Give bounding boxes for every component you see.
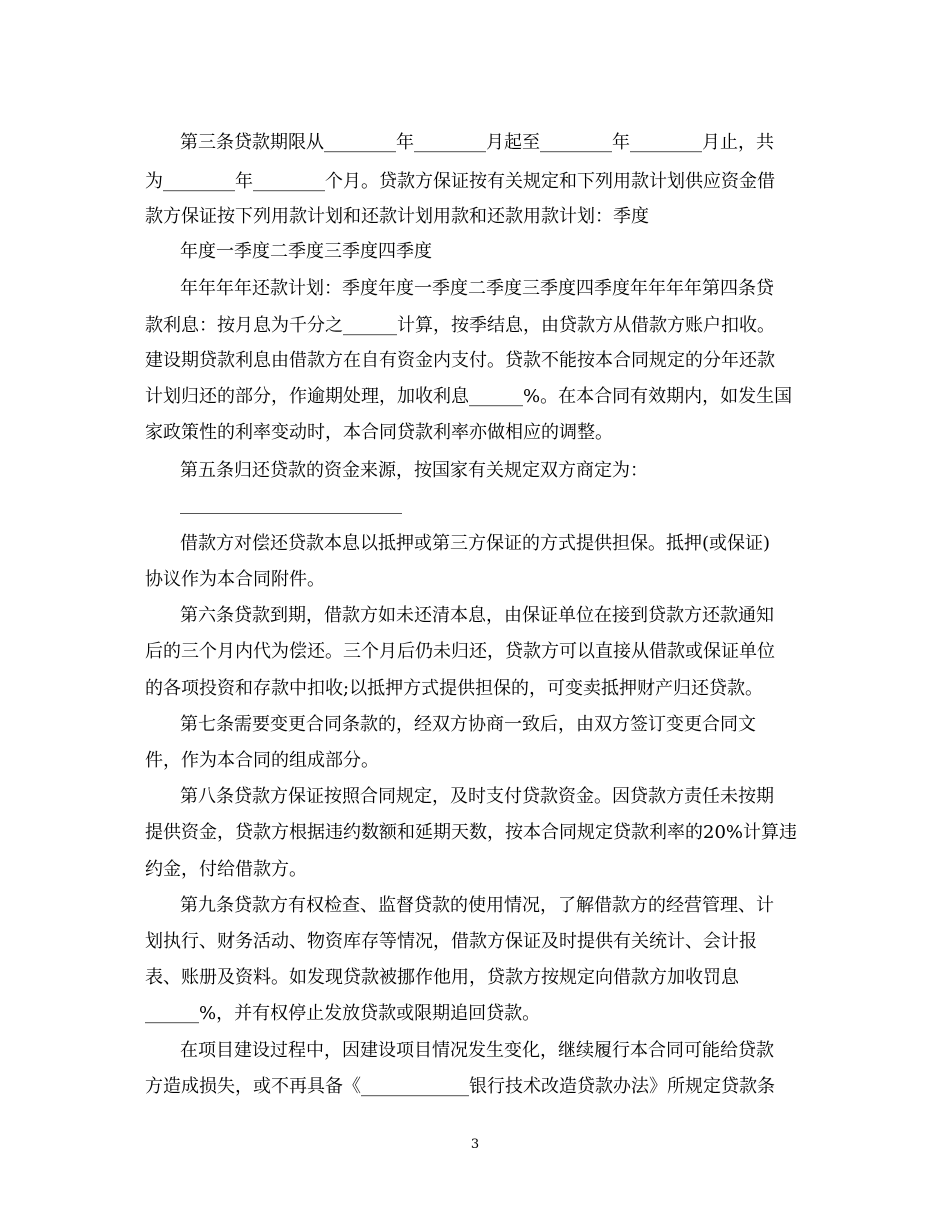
text-line: 第七条需要变更合同条款的，经双方协商一致后，由双方签订变更合同文 (180, 714, 756, 735)
text-line: 年度一季度二季度三季度四季度 (180, 241, 432, 262)
text-line: 第九条贷款方有权检查、监督贷款的使用情况，了解借款方的经营管理、计 (180, 895, 774, 916)
text-line: 表、账册及资料。如发现贷款被挪作他用，贷款方按规定向借款方加收罚息 (145, 967, 739, 988)
text-line: 提供资金，贷款方根据违约数额和延期天数，按本合同规定贷款利率的20%计算违 (145, 822, 798, 843)
text-line: 第三条贷款期限从________年________月起至________年________月止，共 (180, 132, 774, 153)
text-line: 后的三个月内代为偿还。三个月后仍未归还，贷款方可以直接从借款或保证单位 (145, 641, 775, 662)
text-line: 家政策性的利率变动时，本合同贷款利率亦做相应的调整。 (145, 422, 613, 443)
text-line: 为________年________个月。贷款方保证按有关规定和下列用款计划供应资金借 (145, 171, 775, 192)
text-line: 约金，付给借款方。 (145, 859, 307, 880)
text-line: 划执行、财务活动、物资库存等情况，借款方保证及时提供有关统计、会计报 (145, 931, 757, 952)
text-line: 第五条归还贷款的资金来源，按国家有关规定双方商定为： (180, 460, 648, 481)
text-line: 第八条贷款方保证按照合同规定，及时支付贷款资金。因贷款方责任未按期 (180, 786, 774, 807)
text-line: 协议作为本合同附件。 (145, 569, 325, 590)
text-line: 借款方对偿还贷款本息以抵押或第三方保证的方式提供担保。抵押(或保证) (180, 533, 771, 554)
page-number: 3 (470, 1137, 480, 1152)
fill-in-blank-line (180, 513, 402, 514)
text-line: 件，作为本合同的组成部分。 (145, 750, 379, 771)
text-line: 在项目建设过程中，因建设项目情况发生变化，继续履行本合同可能给贷款 (180, 1040, 774, 1061)
text-line: 的各项投资和存款中扣收;以抵押方式提供担保的，可变卖抵押财产归还贷款。 (145, 678, 764, 699)
text-line: 款方保证按下列用款计划和还款计划用款和还款用款计划：季度 (145, 206, 649, 227)
text-line: 方造成损失，或不再具备《____________银行技术改造贷款办法》所规定贷款条 (145, 1076, 775, 1097)
text-line: 款利息：按月息为千分之______计算，按季结息，由贷款方从借款方账户扣收。 (145, 315, 775, 336)
text-line: 计划归还的部分，作逾期处理，加收利息______%。在本合同有效期内，如发生国 (145, 386, 793, 407)
text-line: ______%，并有权停止发放贷款或限期追回贷款。 (145, 1003, 541, 1024)
text-line: 年年年年还款计划：季度年度一季度二季度三季度四季度年年年年第四条贷 (180, 278, 774, 299)
text-line: 第六条贷款到期，借款方如未还清本息，由保证单位在接到贷款方还款通知 (180, 605, 774, 626)
text-line: 建设期贷款利息由借款方在自有资金内支付。贷款不能按本合同规定的分年还款 (145, 350, 775, 371)
